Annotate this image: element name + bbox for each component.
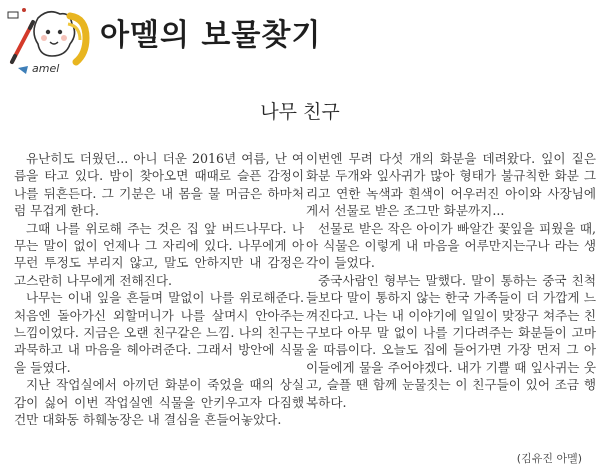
paragraph: 선물로 받은 작은 아이가 빠알간 꽃잎을 피웠을 때, 아 식물은 이렇게 내 마음을 어루만지는구나 라는 생각이 들었다. [306, 220, 596, 271]
series-title: 아멜의 보물찾기 [100, 18, 322, 53]
header [0, 0, 600, 80]
pencil-icon [12, 22, 33, 62]
article-title: 나무 친구 [260, 101, 340, 123]
paragraph: 그때 나를 위로해 주는 것은 집 앞 버드나무다. 나무는 말이 없이 언제나 그 자리에 있다. 나무에게 아무런 투정도 부리지 않고, 말도 안하지만 내 감정은 고스란히 나무에게 전해진다. [14, 220, 304, 288]
amel-logo [6, 4, 96, 76]
byline: (김유진 아멜) [516, 452, 582, 465]
left-column [14, 150, 304, 429]
paragraph: 중국사람인 형부는 말했다. 말이 통하는 중국 친척들보다 말이 통하지 않는 한국 가족들이 더 가깝게 느껴진다고. 나는 내 이야기에 일일이 맞장구 쳐주는 친구보다 아무 말 없이 나를 기다려주는 화분들이 고마울 따름이다. 오늘도 집에 들어가면 가장 먼저 그 아이들에게 물을 주어야겠다. 내가 기쁠 때 잎사귀는 웃고, 슬플 땐 함께 눈물짓는 이 친구들이 있어 조금 행복하다. [306, 272, 596, 410]
right-column [306, 150, 596, 411]
paragraph: 지난 작업실에서 아끼던 화분이 죽었을 때의 상실감이 싫어 이번 작업실엔 식물을 안키우고자 다짐했건만 대화동 하훼농장은 내 결심을 흔들어놓았다. [14, 377, 304, 428]
logo-wordmark: amel [32, 62, 60, 75]
paragraph: 유난히도 더웠던... 아니 더운 2016년 여름, 난 여름을 타고 있다. 밤이 찾아오면 때때로 슬픈 감정이 나를 뒤흔든다. 그 기분은 내 몸을 물 머금은 하마처럼 무겁게 한다. [14, 151, 304, 219]
paragraph: 나무는 이내 잎을 흔들며 말없이 나를 위로해준다. 처음엔 돌아가신 외할머니가 나를 살며시 안아주는 느낌이었다. 지금은 오랜 친구같은 느낌. 나의 친구는 과묵하고 내 마음을 헤아려준다. 그래서 방안에 식물을 들였다. [14, 290, 304, 375]
paragraph: 이번엔 무려 다섯 개의 화분을 데려왔다. 잎이 짙은 화분 두개와 잎사귀가 많아 형태가 불규칙한 화분 그리고 연한 녹색과 흰색이 어우러진 아이와 사장님에게서 선물로 받은 조그만 화분까지... [306, 151, 596, 219]
